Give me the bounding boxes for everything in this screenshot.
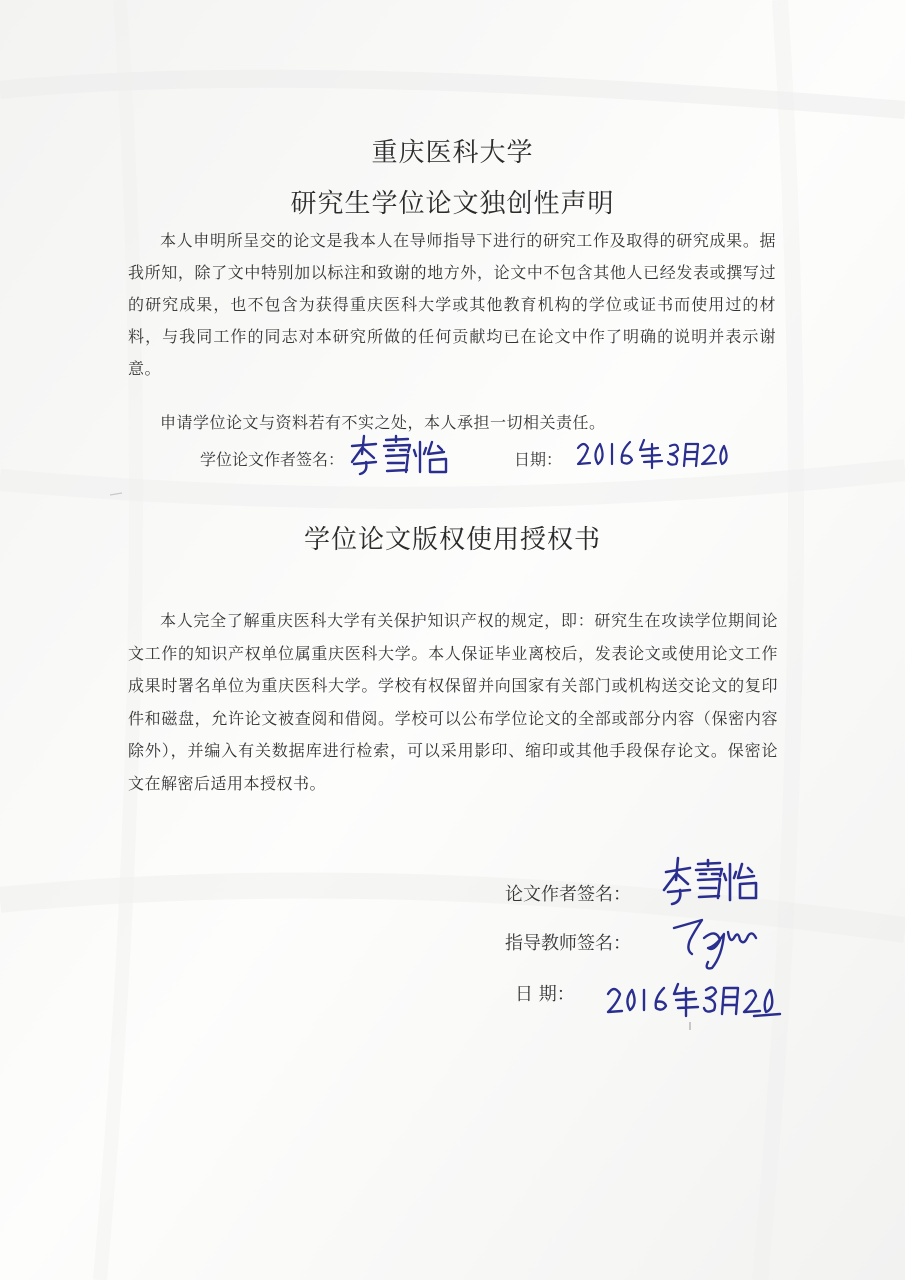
- declaration-paragraph-1: 本人申明所呈交的论文是我本人在导师指导下进行的研究工作及取得的研究成果。据我所知，除了文中特别加以标注和致谢的地方外，论文中不包含其他人已经发表或撰写过的研究成果，也不包含为获得重庆医科大学或其他教育机构的学位或证书而使用过的材料，与我同工作的同志对本研究所做的任何贡献均已在论文中作了明确的说明并表示谢意。: [128, 231, 776, 378]
- declaration-date-handwritten: [574, 436, 734, 472]
- authorization-advisor-signature-label: 指导教师签名：: [505, 933, 631, 954]
- declaration-title: 研究生学位论文独创性声明: [290, 189, 615, 219]
- declaration-author-signature: [346, 432, 456, 478]
- authorization-title: 学位论文版权使用授权书: [303, 525, 601, 555]
- declaration-paragraph-2: 申请学位论文与资料若有不实之处，本人承担一切相关责任。: [160, 413, 606, 432]
- authorization-author-signature-label: 论文作者签名：: [505, 884, 631, 905]
- authorization-date-handwritten: [604, 978, 784, 1020]
- authorization-date-label: 日 期：: [515, 984, 575, 1005]
- declaration-date-label: 日期：: [514, 450, 563, 469]
- declaration-author-signature-label: 学位论文作者签名：: [200, 450, 345, 469]
- authorization-advisor-signature: [668, 910, 768, 972]
- authorization-author-signature: [662, 856, 758, 908]
- authorization-paragraph: 本人完全了解重庆医科大学有关保护知识产权的规定，即：研究生在攻读学位期间论文工作的知识产权单位属重庆医科大学。本人保证毕业离校后，发表论文或使用论文工作成果时署名单位为重庆医科大学。学校有权保留并向国家有关部门或机构送交论文的复印件和磁盘，允许论文被查阅和借阅。学校可以公布学位论文的全部或部分内容（保密内容除外），并编入有关数据库进行检索，可以采用影印、缩印或其他手段保存论文。保密论文在解密后适用本授权书。: [128, 611, 778, 793]
- university-name: 重庆医科大学: [371, 138, 534, 168]
